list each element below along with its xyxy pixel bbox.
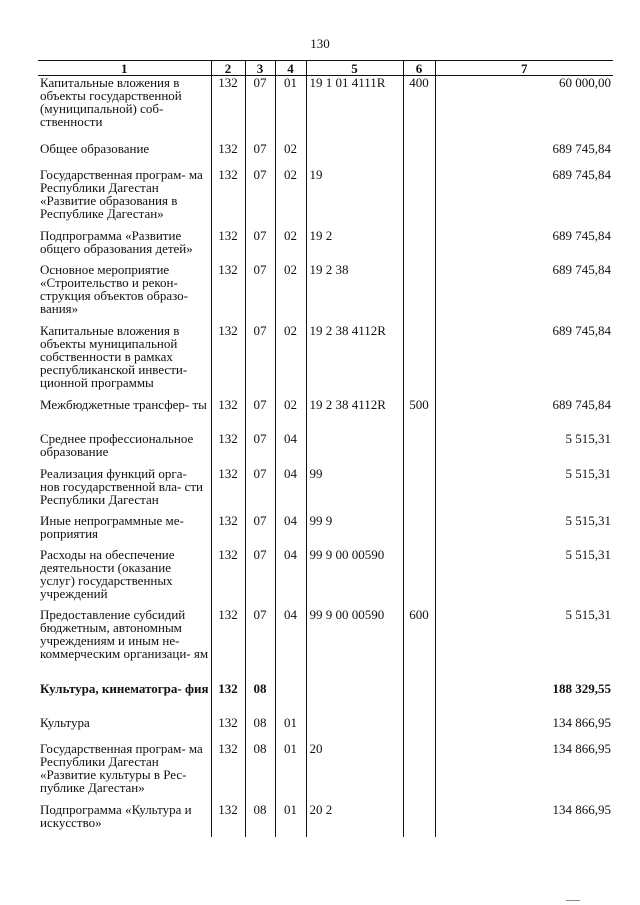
- cell-admin-code: 132: [211, 263, 245, 324]
- cell-name: Государственная програм- ма Республики Дагестан «Развитие образования в Республике Дагестан»: [40, 166, 203, 221]
- table-row: [38, 229, 613, 263]
- table-header-row: [38, 61, 613, 76]
- cell-subsection: 04: [275, 548, 306, 608]
- cell-section: 07: [245, 467, 275, 514]
- cell-name: Капитальные вложения в объекты государственной (муниципальной) соб- ственности: [40, 75, 182, 129]
- cell-amount: 5 515,31: [435, 432, 613, 467]
- cell-admin-code: 132: [211, 467, 245, 514]
- cell-amount: 5 515,31: [435, 608, 613, 682]
- table-row: [38, 263, 613, 324]
- table-row: [38, 803, 613, 837]
- cell-subsection: 02: [275, 142, 306, 168]
- table-row: [38, 742, 613, 803]
- cell-subsection: 02: [275, 324, 306, 398]
- cell-expense-type: [403, 142, 435, 168]
- cell-section: 08: [245, 803, 275, 837]
- cell-expense-type: 600: [403, 608, 435, 682]
- cell-amount: 60 000,00: [435, 76, 613, 142]
- table-row: [38, 682, 613, 716]
- cell-target-article: 99 9: [306, 514, 403, 548]
- column-header: 6: [403, 61, 435, 76]
- cell-name: Межбюджетные трансфер- ты: [40, 396, 207, 412]
- cell-amount: 5 515,31: [435, 514, 613, 548]
- cell-expense-type: [403, 432, 435, 467]
- table-row: [38, 467, 613, 514]
- cell-expense-type: [403, 263, 435, 324]
- cell-amount: 689 745,84: [435, 142, 613, 168]
- cell-amount: 5 515,31: [435, 548, 613, 608]
- cell-subsection: 04: [275, 432, 306, 467]
- cell-subsection: 01: [275, 742, 306, 803]
- cell-admin-code: 132: [211, 514, 245, 548]
- table-row: [38, 398, 613, 432]
- cell-section: 07: [245, 324, 275, 398]
- page-number: 130: [310, 36, 330, 51]
- cell-subsection: 04: [275, 608, 306, 682]
- cell-target-article: [306, 432, 403, 467]
- cell-target-article: 19 2: [306, 229, 403, 263]
- cell-subsection: 02: [275, 168, 306, 229]
- cell-target-article: [306, 682, 403, 716]
- column-header: 3: [245, 61, 275, 76]
- cell-admin-code: 132: [211, 168, 245, 229]
- cell-subsection: 04: [275, 467, 306, 514]
- cell-subsection: 02: [275, 398, 306, 432]
- column-header: 5: [306, 61, 403, 76]
- cell-subsection: [275, 682, 306, 716]
- cell-subsection: 01: [275, 716, 306, 742]
- table-row: [38, 324, 613, 398]
- cell-name: Реализация функций орга- нов государственной вла- сти Республики Дагестан: [40, 465, 203, 507]
- cell-section: 07: [245, 229, 275, 263]
- cell-amount: 188 329,55: [435, 682, 613, 716]
- cell-expense-type: [403, 324, 435, 398]
- cell-section: 07: [245, 608, 275, 682]
- cell-target-article: 19 2 38 4112R: [306, 324, 403, 398]
- cell-admin-code: 132: [211, 803, 245, 837]
- cell-admin-code: 132: [211, 229, 245, 263]
- cell-expense-type: [403, 716, 435, 742]
- cell-section: 07: [245, 548, 275, 608]
- cell-admin-code: 132: [211, 682, 245, 716]
- cell-subsection: 04: [275, 514, 306, 548]
- cell-expense-type: [403, 682, 435, 716]
- table-row: [38, 716, 613, 742]
- scan-mark: [566, 900, 580, 901]
- column-header: 1: [38, 61, 211, 76]
- cell-section: 07: [245, 432, 275, 467]
- cell-admin-code: 132: [211, 742, 245, 803]
- cell-name: Общее образование: [40, 140, 150, 156]
- cell-amount: 5 515,31: [435, 467, 613, 514]
- cell-amount: 134 866,95: [435, 803, 613, 837]
- cell-expense-type: [403, 742, 435, 803]
- cell-amount: 689 745,84: [435, 324, 613, 398]
- cell-amount: 689 745,84: [435, 168, 613, 229]
- cell-section: 08: [245, 742, 275, 803]
- cell-expense-type: [403, 803, 435, 837]
- cell-name: Капитальные вложения в объекты муниципальной собственности в рамках республиканской инвести- ционной программы: [40, 322, 188, 390]
- cell-section: 07: [245, 142, 275, 168]
- cell-name: Иные непрограммные ме- роприятия: [40, 512, 184, 541]
- cell-section: 07: [245, 76, 275, 142]
- cell-admin-code: 132: [211, 398, 245, 432]
- cell-expense-type: 500: [403, 398, 435, 432]
- cell-target-article: 19 2 38: [306, 263, 403, 324]
- cell-target-article: 99: [306, 467, 403, 514]
- cell-target-article: 20: [306, 742, 403, 803]
- table-row: [38, 142, 613, 168]
- cell-name: Среднее профессиональное образование: [40, 430, 194, 459]
- cell-subsection: 02: [275, 229, 306, 263]
- cell-section: 08: [245, 682, 275, 716]
- cell-admin-code: 132: [211, 716, 245, 742]
- cell-expense-type: [403, 514, 435, 548]
- cell-target-article: [306, 142, 403, 168]
- cell-target-article: 99 9 00 00590: [306, 608, 403, 682]
- cell-admin-code: 132: [211, 432, 245, 467]
- budget-table: [38, 60, 613, 837]
- cell-target-article: 20 2: [306, 803, 403, 837]
- cell-section: 07: [245, 263, 275, 324]
- cell-admin-code: 132: [211, 76, 245, 142]
- column-header: 7: [435, 61, 613, 76]
- cell-subsection: 02: [275, 263, 306, 324]
- cell-amount: 689 745,84: [435, 229, 613, 263]
- table-row: [38, 168, 613, 229]
- column-header: 4: [275, 61, 306, 76]
- cell-expense-type: [403, 229, 435, 263]
- cell-target-article: [306, 716, 403, 742]
- table-row: [38, 608, 613, 682]
- cell-target-article: 19 1 01 4111R: [306, 76, 403, 142]
- cell-amount: 689 745,84: [435, 398, 613, 432]
- cell-target-article: 19: [306, 168, 403, 229]
- cell-section: 07: [245, 514, 275, 548]
- cell-name: Расходы на обеспечение деятельности (оказание услуг) государственных учреждений: [40, 546, 175, 601]
- cell-admin-code: 132: [211, 548, 245, 608]
- cell-expense-type: [403, 467, 435, 514]
- cell-name: Государственная програм- ма Республики Дагестан «Развитие культуры в Рес- публике Дагестан»: [40, 740, 203, 795]
- cell-expense-type: [403, 168, 435, 229]
- cell-section: 08: [245, 716, 275, 742]
- cell-admin-code: 132: [211, 324, 245, 398]
- cell-target-article: 99 9 00 00590: [306, 548, 403, 608]
- cell-expense-type: [403, 548, 435, 608]
- table-body: [38, 76, 613, 837]
- table-row: [38, 432, 613, 467]
- cell-amount: 134 866,95: [435, 716, 613, 742]
- cell-subsection: 01: [275, 76, 306, 142]
- cell-target-article: 19 2 38 4112R: [306, 398, 403, 432]
- column-header: 2: [211, 61, 245, 76]
- cell-expense-type: 400: [403, 76, 435, 142]
- table-row: [38, 514, 613, 548]
- cell-section: 07: [245, 168, 275, 229]
- table-row: [38, 76, 613, 142]
- cell-amount: 134 866,95: [435, 742, 613, 803]
- cell-admin-code: 132: [211, 142, 245, 168]
- cell-name: Основное мероприятие «Строительство и рекон- струкция объектов образо- вания»: [40, 261, 188, 316]
- cell-name: Подпрограмма «Культура и искусство»: [40, 801, 192, 830]
- cell-subsection: 01: [275, 803, 306, 837]
- cell-section: 07: [245, 398, 275, 432]
- cell-admin-code: 132: [211, 608, 245, 682]
- cell-name: Культура: [40, 714, 90, 730]
- table-row: [38, 548, 613, 608]
- cell-amount: 689 745,84: [435, 263, 613, 324]
- cell-name: Подпрограмма «Развитие общего образования детей»: [40, 227, 193, 256]
- cell-name: Предоставление субсидий бюджетным, автономным учреждениям и иным не- коммерческим организаци- ям: [40, 606, 209, 661]
- cell-name: Культура, кинематогра- фия: [40, 680, 209, 696]
